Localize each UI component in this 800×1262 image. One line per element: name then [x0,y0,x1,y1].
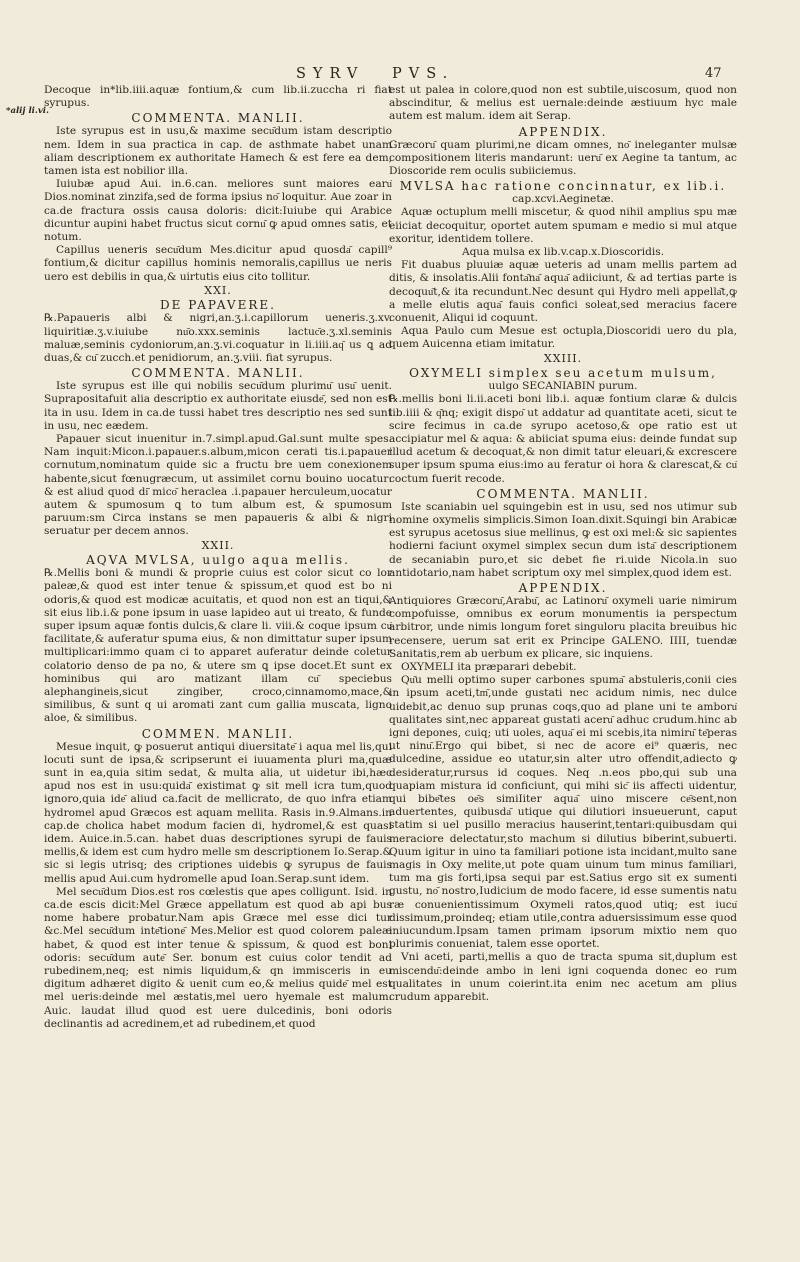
left-column [44,84,392,1224]
margin-note: *alij li.vi. [6,106,49,116]
paragraph: Mesue inquit, ꝙ posuerut antiqui diuersitate͂ i aqua mel lis,qui locuti sunt de ipsa,& scripserunt ei iuuamenta pluri ma,quæ sunt in ea,quia sitim sedat, & multa alia, ut uidetur ibi,hæc apud nos est in usu:quida͂ existimat ꝙ sit mell icra tum,quod ignoro,quia ide͂ aliud ca.facit de mellicrato, de quo infra etiam hydromel apud Græcos est aquam mellita. Rasis in.9.Almans.in cap.de cholica habet modum facien di, hydromel,& est quasi idem. Auice.in.5.can. habet duas descriptiones syrupi de fauis mellis,& idem est cum hydro melle sm descriptionem Io.Serap.& sic si legis utrisq; des criptiones uidebis ꝙ syrupus de fauis mellis apud Aui.cum hydromelle apud Ioan.Serap.sunt idem. [44,740,392,885]
paragraph: Iste syrupus est in usu,& maxime secu͂dum istam descriptio nem. Idem in sua practica in cap. de asthmate habet unam aliam descriptionem ex authoritate Hamech & est fere ea dem, tamen ista est nobilior illa. [44,125,392,178]
page-number: 47 [705,66,722,81]
section-number: XXI. [204,283,232,297]
paragraph: Mel secu͂dum Dios.est ros cœlestis que apes colligunt. Isid. in ca.de escis dicit:Mel Græce appellatum est quod ab api bus nome habere probatur.Nam apis Græce mel esse dici tur &c.Mel secu͂dum inte͂tione͂ Mes.Melior est quod colorem paleæ habet, & quod est inter tenue & spissum, & quod est boni odoris: secu͂dum aute͂ Ser. bonum est cuius color tendit ad rubedinem,neq; est nimis liquidum,& qn immisceris in eu digitum adhæret digito & uenit cum eo,& melius quide͂ mel est mel ueris:deinde mel æstatis,mel uero hyemale est malum. Auic. laudat illud quod est uere dulcedinis, boni odoris declinantis ad acredinem,et ad rubedinem,et quod [44,885,392,1030]
paragraph: Iste scaniabin uel squingebin est in usu, sed nos utimur sub nomine oxymelis simplicis.Simon Ioan.dixit.Squingi bin Arabicæ est syrupus acetosus siue mellinus, ꝙ est oxi mel:& sic sapientes hodierni faciunt oxymel simplex secun dum ista͂ descriptionem de secaniabin puro,et sic debet fie ri.uide Nicola.in suo antidotario,nam habet scriptum oxy mel simplex,quod idem est. [389,500,737,579]
paragraph: ℞.Mellis boni & mundi & proprie cuius est color sicut co lor paleæ,& quod est inter tenue & spissum,et quod est bo ni odoris,& quod est modicæ acuitatis, et quod non est an tiqui,& sit eius lib.i.& pone ipsum in uase lapideo aut ui treato, & funde super ipsum aquæ fontis dulcis,& clare li. viii.& coque ipsum cu͂ facilitate,& auferatur spuma eius, & non dimittatur super ipsum multiplicari:immo quam ci to apparet auferatur deinde coletur colatorio denso de pa no, & utere sm ꝗ ipse docet.Et sunt ex hominibus qui aro matizant illam cu͂ speciebus alephangineis,sicut zingiber, croco,cinnamomo,mace,& similibus, & sunt q ui aromati zant cum gallia muscata, ligno aloe, & similibus. [44,567,392,725]
subheading: cap.xcvi.Aeginetæ. [512,193,614,206]
paragraph: Vni aceti, parti,mellis a quo de tracta spuma sit,duplum est miscendu͂:deinde ambo in leni igni coquenda donec eo rum qualitates in unum coierint.ita enim nec acetum am plius crudum apparebit. [389,951,737,1004]
section-number: XXIII. [543,351,583,365]
section-heading: DE PAPAVERE. [160,298,276,313]
paragraph: Iuiubæ apud Aui. in.6.can. meliores sunt maiores earu͂ Dios.nominat zinzifa,sed de forma ipsius no͂ loquitur. Aue zoar in ca.de fractura ossis causa doloris: dicit:Iuiube qui Arabice dicuntur aupini habet fructus sicut cornu͂ ꝙ apud omnes satis, et notum. [44,178,392,244]
section-heading: COMMENTA. MANLII. [131,111,305,126]
running-head-left: SYRV [296,66,365,82]
paragraph: Aqua Paulo cum Mesue est octupla,Dioscoridi uero du pla, quem Auicenna etiam imitatur. [389,325,737,351]
paragraph: Iste syrupus est ille qui nobilis secu͂dum plurimu͂ usu͂ uenit. Suprapositafuit alia descriptio ex authoritate eiusde͂, sed non est ita in usu. Idem in ca.de tussi habet tres descriptio nes sed sunt in usu, nec eædem. [44,380,392,432]
paragraph: ℞.Papaueris albi & nigri,an.ʒ.i.capillorum ueneris.ʒ.xv. liquiritiæ.ʒ.v.iuiube nu͂o.xxx.seminis lactuc͂e.ʒ.xl.seminis maluæ,seminis cydoniorum,an.ʒ.vi.coquatur in li.iiii.aq͂ us ꝗ ad duas,& cu͂ zucch.et penidiorum, an.ʒ.viii. fiat syrupus. [44,312,392,364]
running-head-right: PVS. [392,66,455,82]
paragraph: Græcoru͂ quam plurimi,ne dicam omnes, no͂ ineleganter mulsæ compositionem literis mandarunt: ueru͂ ex Aegine ta tantum, ac Dioscoride rem oculis subiiciemus. [389,138,737,178]
section-heading: AQVA MVLSA, uulgo aqua mellis. [86,553,350,568]
paragraph: Antiquiores Græcoru͂,Arabu͂, ac Latinoru͂ oxymeli uarie nimirum compofuisse, omnibus ex eorum monumentis ia perspectum arbitror, unde nimis longum foret singuloru placita breuibus hic recensere, uerum sat erit ex Principe GALENO. IIII, tuendæ Sanitatis,rem ab uerbum ex plicare, sic inquiens. [389,595,737,660]
section-heading: COMMENTA. MANLII. [131,366,305,381]
paragraph: est ut palea in colore,quod non est subtile,uiscosum, quod non abscinditur, & melius est uernale:deinde æstiuum hyc male autem est malum. idem ait Serap. [389,84,737,123]
paragraph: Decoque in*lib.iiii.aquæ fontium,& cum lib.ii.zuccha ri fiat syrupus. [44,84,392,110]
section-number: XXII. [201,538,235,552]
subheading: Aqua mulsa ex lib.v.cap.x.Dioscoridis. [461,246,665,259]
paragraph: Fit duabus pluuiæ aquæ ueteris ad unam mellis partem ad ditis, & insolatis.Alii fonta͂na͂ aqua͂ adiiciunt, & ad tertias parte is decoquu͂t,& ita recundunt.Nec desunt qui Hydro meli appella͂t,ꝙ a melle elutis aqua͂ fauis confici soleat,sed meracius facere conuenit, Aliqui id coquunt. [389,259,737,325]
section-heading: OXYMELI simplex seu acetum mulsum, [409,366,717,381]
paragraph: OXYMELI ita præparari debebit. [401,661,577,674]
section-heading: COMMEN. MANLII. [141,726,295,741]
subheading: uulgo SECANIABIN purum. [488,380,638,393]
section-heading: COMMENTA. MANLII. [476,486,650,501]
section-heading: APPENDIX. [518,581,608,595]
paragraph: Qu͂u melli optimo super carbones spuma͂ abstuleris,conii cies in ipsum aceti,tm͂,unde gustati nec acidum nimis, nec dulce uidebit,ac denuo sup prunas coqs,quo ad plane uni te amboru͂ qualitates sint,nec appareat gustati aceru͂ adhuc crudum.hinc ab igni depones, cuiq; uti uoles, aqua͂ ei mi scebis,ita nimiru͂ te͂peras ut ninu͂.Ergo qui bibet, si nec de acore ei⁹ quæris, nec dulcedine, assidue eo utatur,sin alter utro offendit,adiecto ꝙ desideratur,rursus id coques. Neq .n.eos pbo,qui sub una quapiam mistura id conficiunt, qui mihi sic͂ iis affecti uidentur, qui bibe͂tes oe͂s simiIiter aqua͂ uino miscere ce͂sent,non aduertentes, quibusda͂ utique qui dilutiori insueuerunt, caput statim si uel pusillo meracius hauserint,tentari:quibusdam qui meraciore delectatur,sto machum si dilutius biberint,subuerti. Quum igitur in uino ta familiari potione ista incidant,multo sane magis in Oxy melite,ut pote quam uinum tum minus familiari, tum ma gis forti,ipsa sequi par est.Satius ergo sit ex sumenti gustu, no͂ nostro,Iudicium de modo facere, id esse sumentis natu ræ conuenientissimum Oxymeli ratos,quod utiq; est iucu͂ dissimum,proindeq; etiam utile,contra aduersissimum esse quod iniucundum.Ipsam tamen primam ipsorum mixtio nem quo plurimis conueniat, talem esse oportet. [389,674,737,951]
paragraph: Papauer sicut inuenitur in.7.simpl.apud.Gal.sunt multe spes. Nam inquit:Micon.i.papauer.s.album,micon cerati tis.i.papauer cornutum,nominatum quide sic a fructu bre uem conexionem habente,sicut fœnugræcum, ut assimilet cornu bouino uocatur: & est aliud quod di͂ mico͂ heraclea .i.papauer herculeum,uocatur autem & spumosum ꝗ to tum album est, & spumosum paruum:sm Circa instans se men papaueris & albi & nigri seruatur per decem annos. [44,432,392,538]
paragraph: Capillus ueneris secu͂dum Mes.dicitur apud quosda͂ capill⁹ fontium,& dicitur capillus hominis nemoralis,capillus ue neris uero est debilis in qua,& uirtutis eius cito tollitur. [44,244,392,283]
section-heading: APPENDIX. [518,124,608,139]
section-heading: MVLSA hac ratione concinnatur, ex lib.i. [399,179,727,194]
paragraph: ℞.mellis boni li.ii.aceti boni lib.i. aquæ fontium claræ & dulcis lib.iiii & q͂nq; exigit dispo͂ ut addatur ad quantitate aceti, sicut te scire fecimus in ca.de syrupo acetoso,& ope ratio est ut accipiatur mel & aqua: & abiiciat spuma eius: deinde fundat sup illud acetum & decoquat,& non dimit tatur eleuari,& excrescere super ipsum spuma eius:imo au feratur oi hora & clarescat,& cu͂ coctum fuerit recode. [389,393,737,485]
paragraph: Aquæ octuplum melli miscetur, & quod nihil amplius spu mæ eiiciat decoquitur, oportet autem spumam e medio si mul atque exoritur, identidem tollere. [389,206,737,245]
right-column [389,84,737,1224]
running-head [0,66,800,86]
